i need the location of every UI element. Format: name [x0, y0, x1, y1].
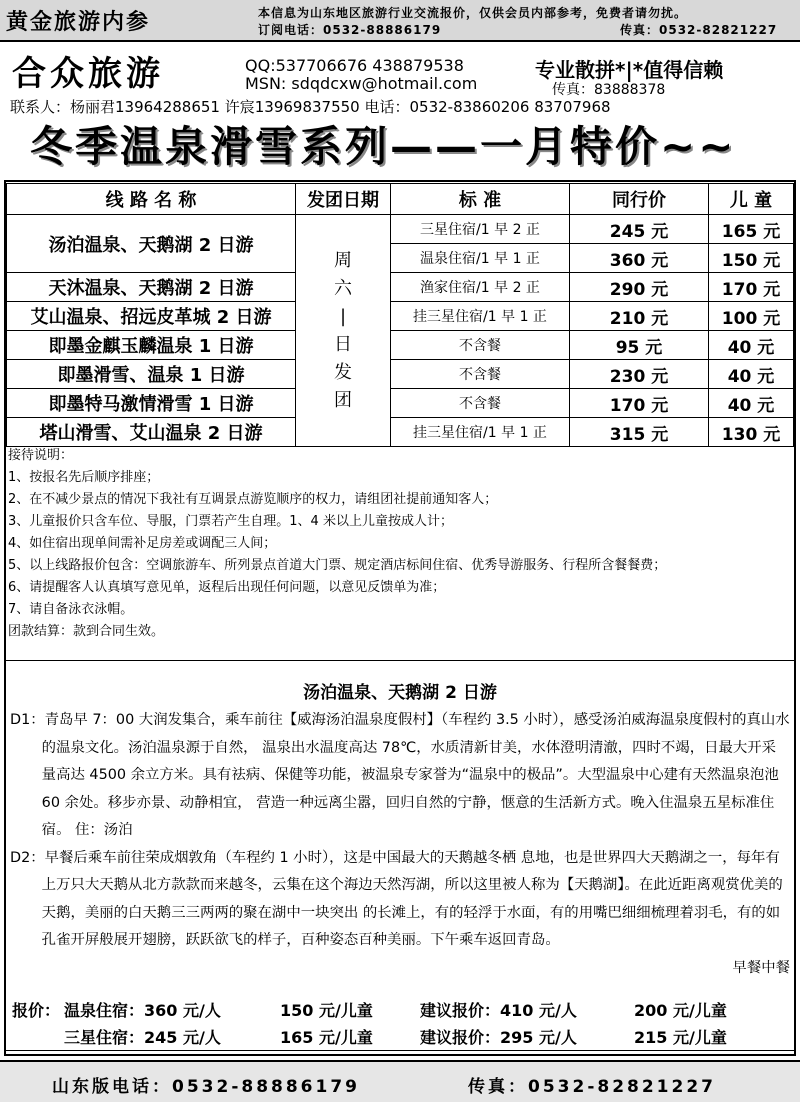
banner-fax: 传真：0532-82821227: [620, 23, 778, 37]
table-row: [7, 389, 794, 418]
peer-price: 360 元: [570, 244, 709, 273]
table-row: [7, 302, 794, 331]
qq-numbers: QQ:537706676 438879538: [245, 56, 464, 75]
contact-line: 联系人：杨丽君13964288651 许宸13969837550 电话：0532-83860206 83707968: [10, 98, 611, 116]
peer-price: 210 元: [570, 302, 709, 331]
child-price: 165 元: [709, 215, 794, 244]
note-item: 6、请提醒客人认真填写意见单，返程后出现任何问题，以意见反馈单为准；: [8, 580, 446, 595]
footer-phone: 山东版电话：0532-88886179: [52, 1077, 360, 1097]
route-name: 塔山滑雪、艾山温泉 2 日游: [7, 418, 296, 447]
note-item: 5、以上线路报价包含：空调旅游车、所列景点首道大门票、规定酒店标间住宿、优秀导游服务、行程所含餐餐费；: [8, 558, 667, 573]
departure-char: 团: [334, 389, 352, 411]
suggested-child-price: 200 元/儿童: [634, 1001, 727, 1020]
section-divider: [6, 1050, 794, 1051]
child-price: 170 元: [709, 273, 794, 302]
child-price: 150 元: [709, 244, 794, 273]
child-price: 40 元: [709, 331, 794, 360]
agency-slogan: 专业散拼*|*值得信赖: [535, 58, 724, 82]
msn-address: MSN: sdqdcxw@hotmail.com: [245, 74, 478, 93]
route-name: 即墨特马激情滑雪 1 日游: [7, 389, 296, 418]
quote-label: 报价：: [12, 1001, 61, 1020]
departure-char: 周: [334, 249, 352, 271]
quote-type: 三星住宿：245 元/人: [64, 1028, 221, 1047]
peer-price: 95 元: [570, 331, 709, 360]
peer-price: 170 元: [570, 389, 709, 418]
standard: 不含餐: [391, 331, 570, 360]
table-row: [7, 215, 794, 244]
meals-included: 早餐中餐: [732, 959, 790, 976]
subscribe-phone: 订阅电话：0532-88886179: [258, 23, 442, 37]
route-name: 即墨滑雪、温泉 1 日游: [7, 360, 296, 389]
departure-char: 六: [334, 277, 352, 299]
child-price: 40 元: [709, 360, 794, 389]
newsletter-title: 黄金旅游内参: [6, 10, 151, 35]
departure-char: 日: [334, 333, 352, 355]
day1-text: D1：青岛早 7：00 大润发集合，乘车前往【威海汤泊温泉度假村】（车程约 3.5 小时），感受汤泊威海温泉度假村的真山水的温泉文化。汤泊温泉源于自然， 温泉出水温度高达 78℃，水质清新甘美，水体澄明清澈，四时不竭，日最大开采量高达 4500 余立方米。具有祛病、保健等功能，被温泉专家誉为“温泉中的极品”。大型温泉中心建有天然温泉泡池 60 余处。移步亦景、动静相宜， 营造一种远离尘嚣，回归自然的宁静，惬意的生活新方式。晚入住温泉五星标准住宿。 住：汤泊: [10, 712, 790, 838]
table-header-row: [7, 184, 794, 215]
header-standard: 标 准: [391, 184, 570, 215]
header-route: 线 路 名 称: [7, 184, 296, 215]
suggested-child-price: 215 元/儿童: [634, 1028, 727, 1047]
child-price: 40 元: [709, 389, 794, 418]
standard: 渔家住宿/1 早 2 正: [391, 273, 570, 302]
quote-type: 温泉住宿：360 元/人: [64, 1001, 221, 1020]
footer-bar: [0, 1060, 800, 1102]
table-row: [7, 418, 794, 447]
suggested-price: 建议报价：410 元/人: [420, 1001, 577, 1020]
notes-heading: 接待说明：: [8, 448, 74, 463]
peer-price: 315 元: [570, 418, 709, 447]
header-child-price: 儿 童: [709, 184, 794, 215]
agency-fax: 传真：83888378: [552, 82, 666, 98]
header-departure: 发团日期: [296, 184, 391, 215]
note-item: 2、在不减少景点的情况下我社有互调景点游览顺序的权力，请组团社提前通知客人；: [8, 492, 498, 507]
note-item: 3、儿童报价只含车位、导服，门票若产生自理。1、4 米以上儿童按成人计；: [8, 514, 453, 529]
agency-logo-text: 合众旅游: [12, 54, 164, 94]
reception-notes: [8, 445, 792, 643]
table-row: [7, 273, 794, 302]
itinerary-title: 汤泊温泉、天鹅湖 2 日游: [303, 683, 497, 703]
day2-text: D2：早餐后乘车前往荣成烟敦角（车程约 1 小时），这是中国最大的天鹅越冬栖 息地，也是世界四大天鹅湖之一，每年有上万只大天鹅从北方款款而来越冬，云集在这个海边天然泻湖，所以这里被人称为【天鹅湖】。在此近距离观赏优美的天鹅，美丽的白天鹅三三两两的聚在湖中一块突出 的长滩上，有的轻浮于水面，有的用嘴巴细细梳理着羽毛，有的如孔雀开屏般展开翅膀，跃跃欲飞的样子，百种姿态百种美丽。下午乘车返回青岛。: [10, 849, 783, 948]
route-name: 天沐温泉、天鹅湖 2 日游: [7, 273, 296, 302]
quote-row-2: [12, 1025, 792, 1049]
departure-char: |: [339, 305, 347, 327]
peer-price: 230 元: [570, 360, 709, 389]
route-name: 汤泊温泉、天鹅湖 2 日游: [7, 215, 296, 273]
route-name: 即墨金麒玉麟温泉 1 日游: [7, 331, 296, 360]
standard: 挂三星住宿/1 早 1 正: [391, 302, 570, 331]
page-headline: 冬季温泉滑雪系列——一月特价~~: [30, 122, 737, 171]
note-item: 1、按报名先后顺序排座；: [8, 470, 160, 485]
quote-child: 165 元/儿童: [280, 1028, 373, 1047]
departure-char: 发: [334, 361, 352, 383]
price-table: [6, 183, 794, 447]
standard: 温泉住宿/1 早 1 正: [391, 244, 570, 273]
peer-price: 245 元: [570, 215, 709, 244]
standard: 不含餐: [391, 360, 570, 389]
footer-fax: 传真：0532-82821227: [468, 1077, 716, 1097]
peer-price: 290 元: [570, 273, 709, 302]
route-name: 艾山温泉、招远皮革城 2 日游: [7, 302, 296, 331]
suggested-price: 建议报价：295 元/人: [420, 1028, 577, 1047]
header-peer-price: 同行价: [570, 184, 709, 215]
standard: 不含餐: [391, 389, 570, 418]
child-price: 100 元: [709, 302, 794, 331]
top-banner: [0, 0, 800, 42]
child-price: 130 元: [709, 418, 794, 447]
quote-row-1: [12, 998, 792, 1022]
note-item: 4、如住宿出现单间需补足房差或调配三人间；: [8, 536, 277, 551]
section-divider: [6, 660, 794, 661]
standard: 挂三星住宿/1 早 1 正: [391, 418, 570, 447]
quote-child: 150 元/儿童: [280, 1001, 373, 1020]
table-row: [7, 360, 794, 389]
standard: 三星住宿/1 早 2 正: [391, 215, 570, 244]
itinerary-body: [10, 707, 790, 982]
payment-terms: 团款结算：款到合同生效。: [8, 624, 165, 639]
note-item: 7、请自备泳衣泳帽。: [8, 602, 134, 617]
table-row: [7, 331, 794, 360]
disclaimer-text: 本信息为山东地区旅游行业交流报价，仅供会员内部参考，免费者请勿扰。: [258, 6, 688, 20]
departure-days: [296, 215, 391, 447]
